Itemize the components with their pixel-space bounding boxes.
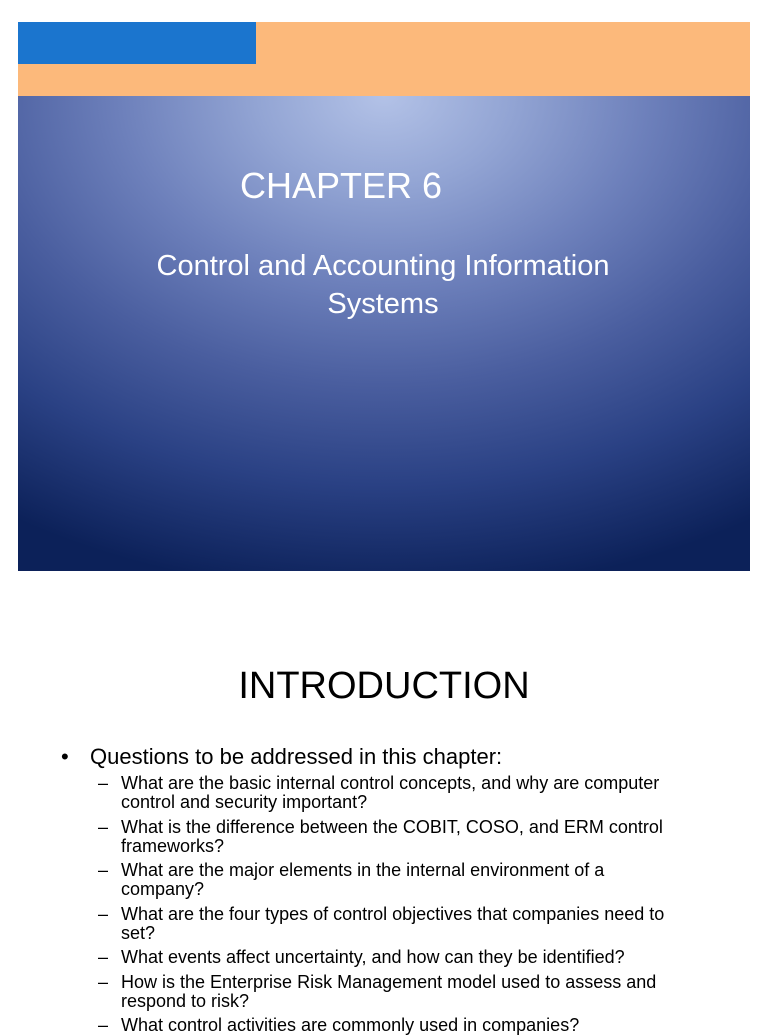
- accent-block: [18, 22, 256, 64]
- question-text: What are the major elements in the internal environment of a company?: [121, 860, 605, 899]
- question-item: [98, 818, 698, 856]
- question-item: [98, 861, 698, 899]
- question-item: [98, 905, 698, 943]
- dash-marker: –: [98, 947, 109, 967]
- slide-heading: INTRODUCTION: [238, 665, 530, 707]
- title-slide: [18, 22, 750, 571]
- question-item: [98, 774, 698, 812]
- bullet-text: Questions to be addressed in this chapter:: [90, 744, 503, 769]
- question-item: [98, 948, 698, 967]
- question-item: [98, 1015, 698, 1035]
- chapter-title: CHAPTER 6: [239, 165, 443, 206]
- dash-marker: –: [98, 773, 109, 793]
- dash-marker: –: [98, 816, 109, 837]
- dash-marker: –: [98, 971, 109, 992]
- chapter-subtitle: Control and Accounting Information Systems: [156, 250, 610, 320]
- question-text: What are the basic internal control concepts, and why are computer control and security important?: [121, 773, 660, 812]
- question-text: What events affect uncertainty, and how can they be identified?: [121, 947, 625, 967]
- question-item: [98, 973, 698, 1011]
- bullet-item: [61, 744, 502, 770]
- bullet-marker: •: [61, 744, 69, 769]
- question-text: How is the Enterprise Risk Management model used to assess and respond to risk?: [121, 971, 657, 1011]
- dash-marker: –: [98, 1015, 109, 1035]
- question-text: What control activities are commonly used in companies?: [121, 1015, 580, 1035]
- question-text: What are the four types of control objectives that companies need to set?: [121, 903, 665, 943]
- intro-slide: [18, 597, 750, 1035]
- question-text: What is the difference between the COBIT, COSO, and ERM control frameworks?: [121, 816, 663, 856]
- dash-marker: –: [98, 903, 109, 924]
- question-list: [98, 773, 698, 1035]
- dash-marker: –: [98, 860, 109, 880]
